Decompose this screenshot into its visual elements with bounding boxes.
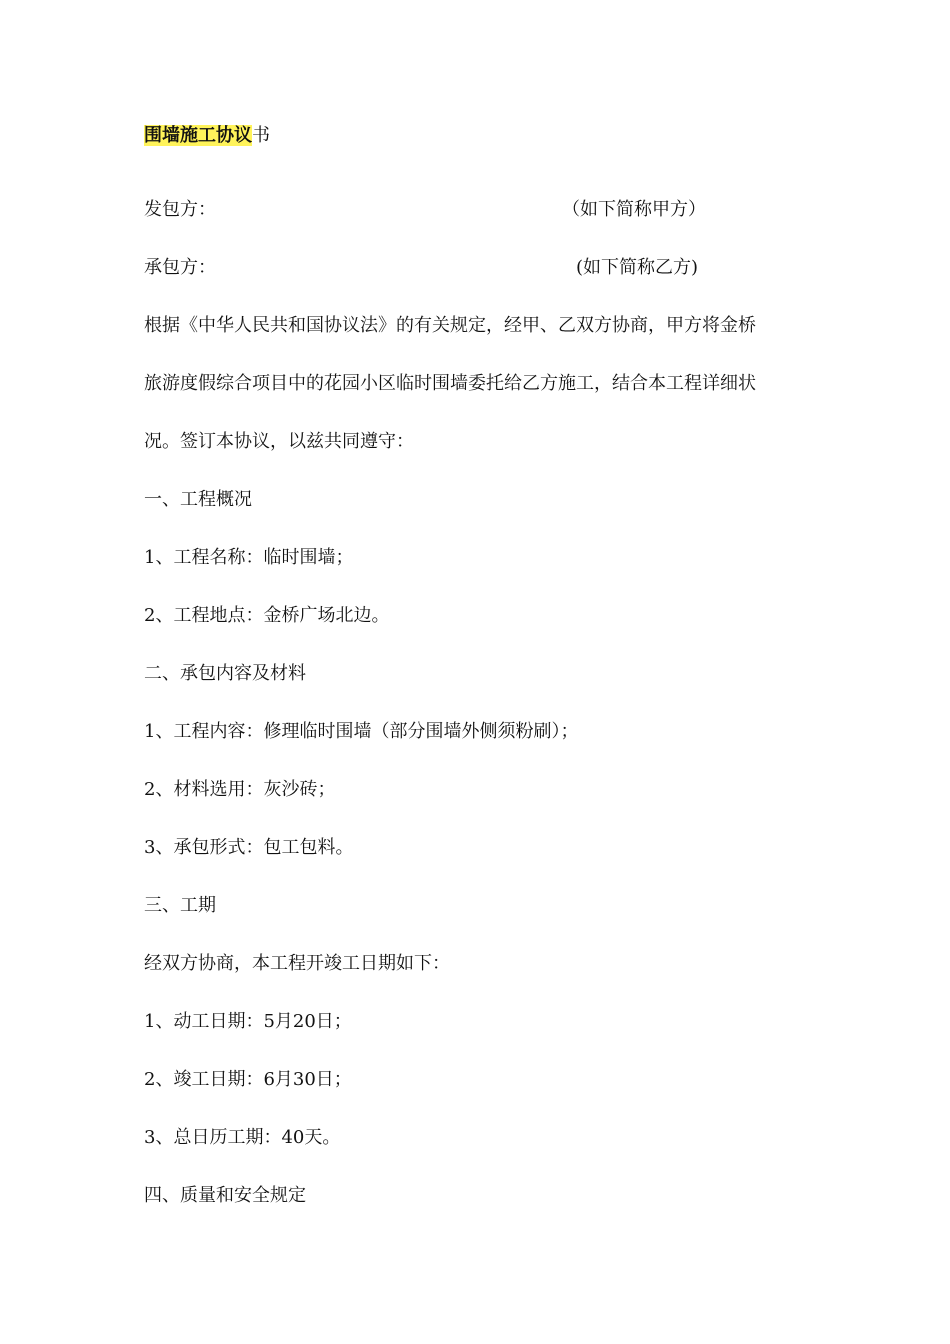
section-heading: 四、质量和安全规定 — [144, 1185, 306, 1206]
list-item: 2、工程地点：金桥广场北边。 — [144, 605, 390, 626]
title-rest-text: 书 — [252, 125, 270, 146]
section-heading: 一、工程概况 — [144, 489, 252, 510]
paragraph-line: 况。签订本协议，以兹共同遵守： — [144, 431, 414, 452]
list-item: 3、承包形式：包工包料。 — [144, 837, 354, 858]
party-b-label: 承包方： — [144, 257, 216, 278]
list-item: 2、竣工日期：6月30日； — [144, 1069, 352, 1090]
list-item: 1、工程名称：临时围墙； — [144, 547, 354, 568]
paragraph-line: 旅游度假综合项目中的花园小区临时围墙委托给乙方施工，结合本工程详细状 — [144, 373, 756, 394]
list-item: 3、总日历工期：40天。 — [144, 1127, 341, 1148]
document-title — [144, 124, 270, 148]
paragraph-line: 经双方协商，本工程开竣工日期如下： — [144, 953, 450, 974]
paragraph-line: 根据《中华人民共和国协议法》的有关规定，经甲、乙双方协商，甲方将金桥 — [144, 315, 756, 336]
party-a-note: （如下简称甲方） — [562, 199, 706, 220]
list-item: 1、动工日期：5月20日； — [144, 1011, 352, 1032]
party-a-label: 发包方： — [144, 199, 216, 220]
section-heading: 三、工期 — [144, 895, 216, 916]
party-b-note: (如下简称乙方) — [576, 257, 699, 278]
list-item: 1、工程内容：修理临时围墙（部分围墙外侧须粉刷）； — [144, 721, 579, 742]
list-item: 2、材料选用：灰沙砖； — [144, 779, 336, 800]
section-heading: 二、承包内容及材料 — [144, 663, 306, 684]
title-highlighted-text: 围墙施工协议 — [144, 125, 252, 146]
